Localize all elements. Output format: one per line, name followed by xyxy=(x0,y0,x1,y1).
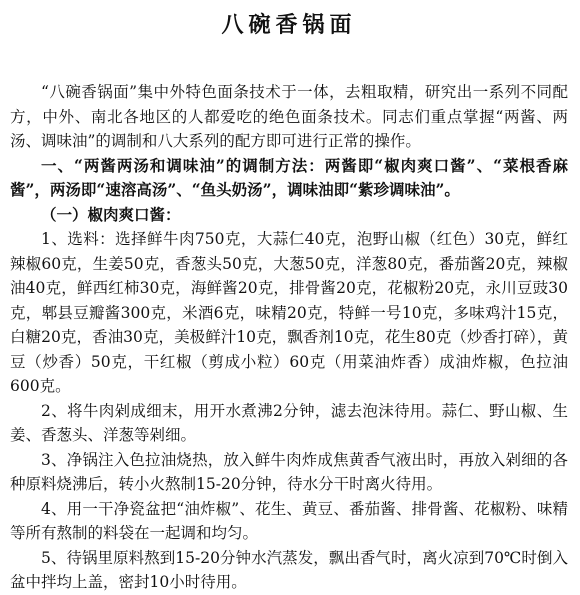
document-title: 八碗香锅面 xyxy=(221,13,357,38)
intro-paragraph: “八碗香锅面”集中外特色面条技术于一体，去粗取精，研究出一系列不同配方，中外、南北各地区的人都爱吃的绝色面条技术。同志们重点掌握“两酱、两汤、调味油”的调制和八大系列的配方即可进行正常的操作。 xyxy=(10,83,568,150)
title-spacer xyxy=(10,42,568,80)
document-body xyxy=(10,80,568,595)
subsection-heading: （一）椒肉爽口酱： xyxy=(41,204,181,224)
step-paragraph-3: 3、净锅注入色拉油烧热，放入鲜牛肉炸成焦黄香气液出时，再放入剁细的各种原料烧沸后，转小火熬制15-20分钟，待水分干时离火待用。 xyxy=(10,450,568,493)
step-paragraph-5: 5、待锅里原料熬到15-20分钟水汽蒸发，飘出香气时，离火凉到70℃时倒入盆中拌均上盖，密封10小时待用。 xyxy=(10,548,568,591)
step-paragraph-1: 1、选料：选择鲜牛肉750克，大蒜仁40克，泡野山椒（红色）30克，鲜红辣椒60克，生姜50克，香葱头50克，大葱50克，洋葱80克，番茄酱20克，辣椒油40克，鲜西红柿30克，海鲜酱20克，排骨酱20克，花椒粉20克，永川豆豉30克，郫县豆瓣酱300克，米酒6克，味精20克，特鲜一号10克，多味鸡汁15克，白糖20克，香油30克，美极鲜汁10克，飘香剂10克，花生80克（炒香打碎），黄豆（炒香）50克，干红椒（剪成小粒）60克（用菜油炸香）成油炸椒，色拉油600克。 xyxy=(10,230,568,395)
section-heading: 一、“两酱两汤和调味油”的调制方法：两酱即“椒肉爽口酱”、“菜根香麻酱”，两汤即“速溶高汤”、“鱼头奶汤”，调味油即“紫珍调味油”。 xyxy=(10,155,568,199)
step-paragraph-4: 4、用一干净瓷盆把“油炸椒”、花生、黄豆、番茄酱、排骨酱、花椒粉、味精等所有熬制的料袋在一起调和均匀。 xyxy=(10,499,568,542)
step-paragraph-2: 2、将牛肉剁成细末，用开水煮沸2分钟，滤去泡沫待用。蒜仁、野山椒、生姜、香葱头、洋葱等剁细。 xyxy=(10,401,568,444)
